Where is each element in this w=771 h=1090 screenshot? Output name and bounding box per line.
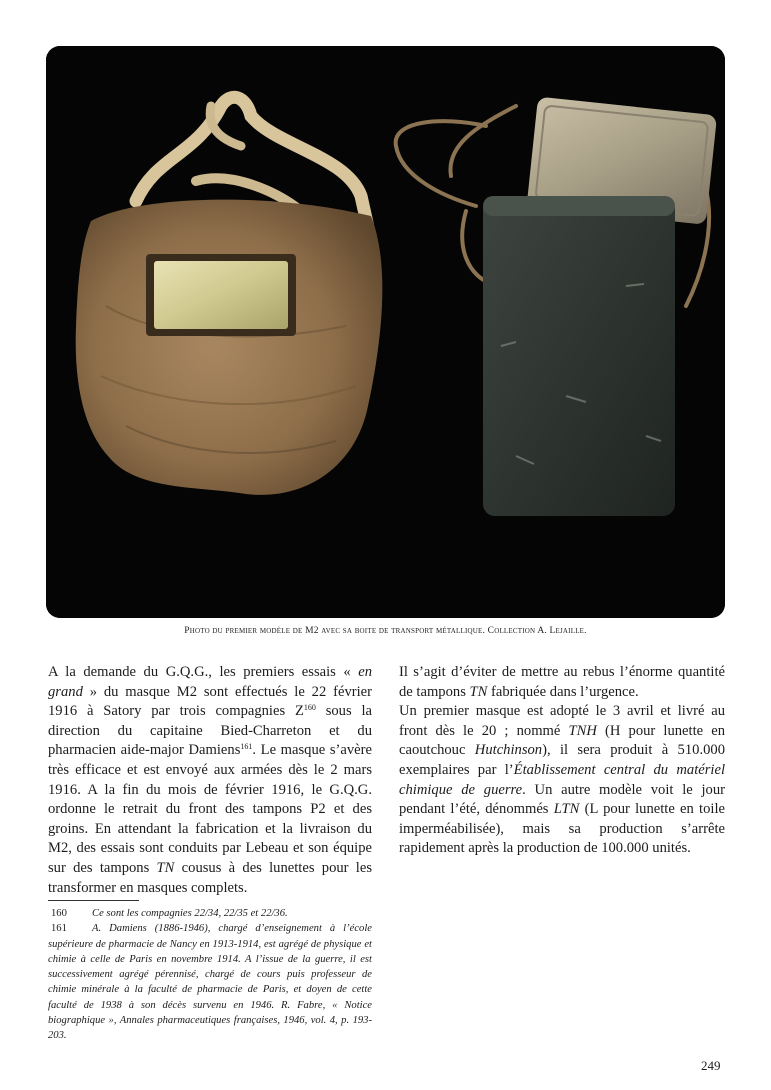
gas-mask-m2 [76,200,383,495]
footnote-160: 160 Ce sont les compagnies 22/34, 22/35 et 22/36. [51,908,288,919]
footnote-ref-161[interactable]: 161 [240,742,253,752]
footnote-ref-160[interactable]: 160 [303,703,316,713]
figure-caption: Photo du premier modèle de M2 avec sa boite de transport métallique. Collection A. Lejaille. [184,626,587,636]
left-column [48,663,372,898]
footnote-separator [48,900,139,901]
right-paragraph-1: Il s’agit d’éviter de mettre au rebus l’énorme quantité de tampons TN fabriquée dans l’urgence. [399,664,725,700]
footnotes [48,906,372,1044]
figure-photo [46,46,725,618]
mask-and-box-illustration [46,46,725,618]
right-paragraph-2: Un premier masque est adopté le 3 avril et livré au front dès le 20 ; nommé TNH (H pour lunette en caoutchouc Hutchinson), il sera produit à 510.000 exemplaires par l’Établissement central du matériel chimique de guerre. Un autre modèle voit le jour pendant l’été, dénommés LTN (L pour lunette en toile imperméabilisée), mais sa production s’arrête rapidement après la production de 100.000 unités. [399,703,726,857]
metal-transport-box [483,196,675,516]
page-number: 249 [701,1058,721,1073]
left-paragraph-1: A la demande du G.Q.G., les premiers essais « en grand » du masque M2 sont effectués le 22 février 1916 à Satory par trois compagnies $Z^{160}$ sous la direction du capitaine Bied-Charreton et du pharmacien aide-major Damiens$^{161}$. Le masque s’avère très efficace et est envoyé aux armées dès le 2 mars 1916. A la fin du mois de février 1916, le G.Q.G. ordonne le retrait du front des tampons P2 et des groins. En attendant la fabrication et la livraison du M2, des essais sont conduits par Lebeau et son équipe sur des tampons TN cousus à des lunettes pour les transformer en masques complets. [48,664,373,896]
footnote-161: 161 A. Damiens (1886-1946), chargé d’enseignement à l’école supérieure de pharmacie de Nancy en 1913-1914, est agrégé de physique et chimie à celle de Paris en novembre 1914. A l’issue de la guerre, il est successivement agrégé pérennisé, chargé de cours puis professeur de chimie minérale à la faculté de pharmacie de Paris, et doyen de cette faculté de 1938 à son décès survenu en 1946. R. Fabre, « Notice biographique », Annales pharmaceutiques françaises, 1946, vol. 4, p. 193-203. [48,923,372,1042]
right-column [399,663,725,859]
